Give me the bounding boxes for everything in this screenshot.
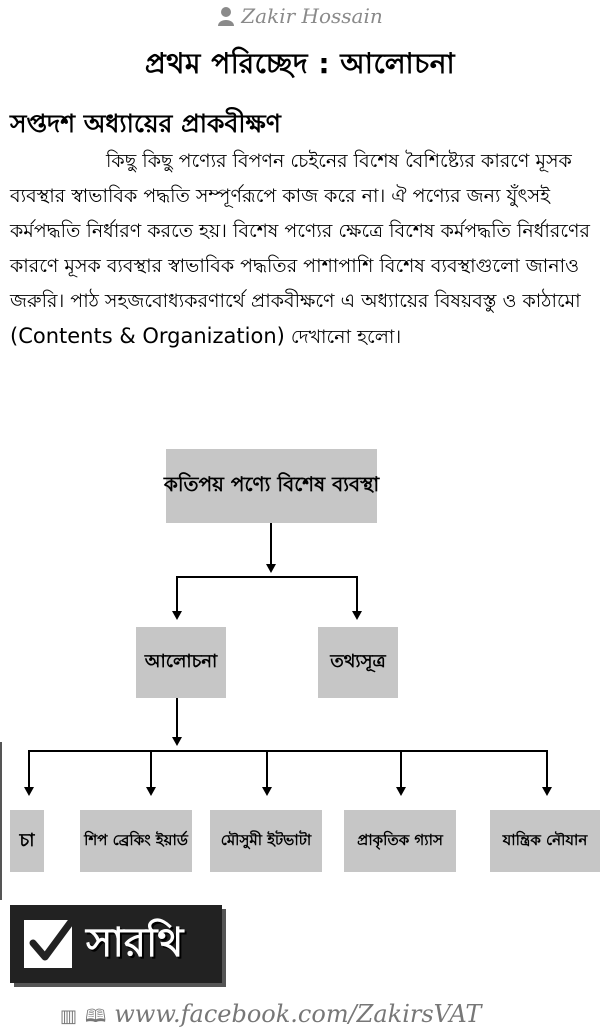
- diagram-leaf-label: শিপ ব্রেকিং ইয়ার্ড: [84, 830, 188, 849]
- footer-url[interactable]: www.facebook.com/ZakirsVAT: [114, 1000, 482, 1028]
- diagram-leaf-brickfield: [210, 810, 322, 872]
- connector-line: [546, 750, 548, 788]
- books-icon: ▥: [60, 1006, 78, 1027]
- diagram-node-label: আলোচনা: [144, 651, 218, 672]
- paragraph-text: কিছু কিছু পণ্যের বিপণন চেইনের বিশেষ বৈশিষ্ট্যের কারণে মূসক ব্যবস্থার স্বাভাবিক পদ্ধতি সম্পূর্ণরূপে কাজ করে না। ঐ পণ্যের জন্য যুঁৎসই কর্মপদ্ধতি নির্ধারণ করতে হয়। বিশেষ পণ্যের ক্ষেত্রে বিশেষ কর্মপদ্ধতি নির্ধারণের কারণে মূসক ব্যবস্থার স্বাভাবিক পদ্ধতির পাশাপাশি বিশেষ ব্যবস্থাগুলো জানাও জরুরি। পাঠ সহজবোধ্যকরণার্থে প্রাকবীক্ষণে এ অধ্যায়ের বিষয়বস্তু ও কাঠামো: [10, 150, 590, 312]
- intro-paragraph: [10, 144, 590, 355]
- author-watermark: [0, 4, 600, 31]
- diagram-leaf-cha: [10, 810, 44, 872]
- arrow-head: [172, 737, 182, 746]
- connector-line: [270, 523, 272, 565]
- chapter-title: প্রথম পরিচ্ছেদ : আলোচনা: [144, 47, 456, 80]
- connector-line: [150, 750, 152, 788]
- diagram-leaf-label: প্রাকৃতিক গ্যাস: [357, 830, 443, 849]
- connector-line: [266, 750, 268, 788]
- diagram-leaf-natural-gas: [344, 810, 456, 872]
- footer-link[interactable]: [60, 1000, 600, 1034]
- arrow-head: [396, 787, 406, 796]
- arrow-head: [266, 564, 276, 573]
- checkbox-check-icon: [24, 920, 72, 968]
- diagram-leaf-vessel: [490, 810, 600, 872]
- diagram-root-box: [163, 449, 380, 523]
- connector-line: [176, 576, 358, 578]
- paragraph-end: দেখানো হলো।: [290, 326, 402, 348]
- connector-line: [28, 750, 548, 752]
- connector-line: [176, 576, 178, 612]
- connector-line: [356, 576, 358, 612]
- connector-line: [176, 698, 178, 738]
- diagram-leaf-label: চা: [19, 829, 35, 851]
- author-name: Zakir Hossain: [241, 4, 383, 28]
- margin-rule: [0, 742, 2, 900]
- open-book-icon: 🕮: [85, 1006, 107, 1027]
- person-icon: [217, 6, 235, 31]
- paragraph-latin: (Contents & Organization): [10, 324, 285, 348]
- arrow-head: [352, 611, 362, 620]
- arrow-head: [172, 611, 182, 620]
- diagram-leaf-label: যান্ত্রিক নৌযান: [502, 830, 588, 849]
- diagram-node-alochona: [136, 627, 226, 698]
- diagram-root-label: কতিপয় পণ্যে বিশেষ ব্যবস্থা: [163, 471, 380, 496]
- sarothi-logo: [10, 905, 222, 983]
- arrow-head: [542, 787, 552, 796]
- connector-line: [400, 750, 402, 788]
- section-heading: সপ্তদশ অধ্যায়ের প্রাকবীক্ষণ: [10, 109, 281, 138]
- diagram-node-label: তথ্যসূত্র: [330, 651, 386, 672]
- sarothi-label: সারথি: [86, 919, 184, 966]
- diagram-leaf-ship-breaking: [80, 810, 192, 872]
- diagram-leaf-label: মৌসুমী ইটভাটা: [220, 830, 312, 849]
- arrow-head: [146, 787, 156, 796]
- connector-line: [28, 750, 30, 788]
- arrow-head: [24, 787, 34, 796]
- diagram-node-tathyasutra: [318, 627, 398, 698]
- arrow-head: [262, 787, 272, 796]
